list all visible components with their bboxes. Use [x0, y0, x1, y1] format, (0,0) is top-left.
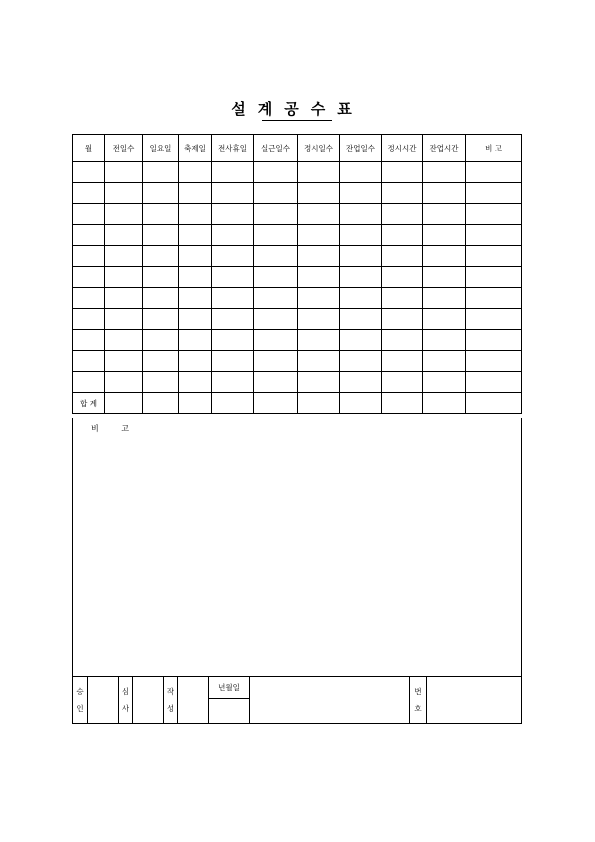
table-cell[interactable] [423, 288, 466, 309]
table-cell[interactable] [73, 372, 105, 393]
review-signature-cell[interactable] [133, 677, 164, 724]
table-cell[interactable] [298, 330, 340, 351]
table-cell[interactable] [143, 309, 179, 330]
total-cell[interactable] [466, 393, 522, 414]
table-cell[interactable] [466, 246, 522, 267]
table-cell[interactable] [382, 183, 423, 204]
number-label: 번호 [414, 687, 422, 713]
review-label-cell [119, 677, 133, 724]
table-cell[interactable] [105, 225, 143, 246]
header-regular-hours: 정시시간 [382, 135, 423, 162]
table-cell[interactable] [382, 225, 423, 246]
table-row [73, 183, 522, 204]
number-label-cell [410, 677, 427, 724]
total-cell[interactable] [423, 393, 466, 414]
header-total-days: 전일수 [105, 135, 143, 162]
table-cell[interactable] [423, 267, 466, 288]
table-cell[interactable] [179, 351, 212, 372]
table-cell[interactable] [340, 309, 382, 330]
total-cell[interactable] [212, 393, 254, 414]
table-cell[interactable] [466, 183, 522, 204]
table-cell[interactable] [179, 267, 212, 288]
table-row [73, 330, 522, 351]
table-cell[interactable] [298, 351, 340, 372]
table-cell[interactable] [179, 330, 212, 351]
remarks-area[interactable] [72, 418, 522, 676]
table-cell[interactable] [423, 162, 466, 183]
number-value-cell[interactable] [427, 677, 522, 724]
header-company-holidays: 전사휴일 [212, 135, 254, 162]
table-cell[interactable] [340, 183, 382, 204]
total-cell[interactable] [105, 393, 143, 414]
table-row [73, 225, 522, 246]
table-cell[interactable] [466, 351, 522, 372]
table-cell[interactable] [466, 267, 522, 288]
table-row [73, 288, 522, 309]
total-cell[interactable] [382, 393, 423, 414]
header-overtime-days: 잔업일수 [340, 135, 382, 162]
total-cell[interactable] [179, 393, 212, 414]
table-row [73, 162, 522, 183]
table-cell[interactable] [466, 162, 522, 183]
table-cell[interactable] [254, 330, 298, 351]
table-cell[interactable] [105, 183, 143, 204]
table-cell[interactable] [143, 246, 179, 267]
table-cell[interactable] [212, 351, 254, 372]
table-row [73, 351, 522, 372]
table-cell[interactable] [466, 372, 522, 393]
table-cell[interactable] [298, 204, 340, 225]
table-cell[interactable] [143, 372, 179, 393]
table-cell[interactable] [73, 330, 105, 351]
table-cell[interactable] [254, 309, 298, 330]
table-cell[interactable] [73, 288, 105, 309]
table-cell[interactable] [212, 246, 254, 267]
table-cell[interactable] [105, 330, 143, 351]
table-cell[interactable] [466, 330, 522, 351]
header-remarks: 비 고 [466, 135, 522, 162]
table-cell[interactable] [105, 246, 143, 267]
table-cell[interactable] [143, 288, 179, 309]
table-cell[interactable] [340, 330, 382, 351]
author-signature-cell[interactable] [178, 677, 209, 724]
table-cell[interactable] [105, 288, 143, 309]
table-cell[interactable] [298, 246, 340, 267]
author-label: 작성 [166, 687, 175, 713]
table-cell[interactable] [105, 309, 143, 330]
table-cell[interactable] [423, 225, 466, 246]
table-cell[interactable] [382, 246, 423, 267]
table-row [73, 372, 522, 393]
table-cell[interactable] [73, 246, 105, 267]
table-cell[interactable] [212, 267, 254, 288]
table-cell[interactable] [254, 246, 298, 267]
table-cell[interactable] [105, 351, 143, 372]
table-cell[interactable] [73, 183, 105, 204]
table-cell[interactable] [340, 204, 382, 225]
table-cell[interactable] [212, 309, 254, 330]
table-row [73, 267, 522, 288]
table-cell[interactable] [179, 309, 212, 330]
table-cell[interactable] [340, 225, 382, 246]
table-cell[interactable] [73, 225, 105, 246]
table-cell[interactable] [212, 288, 254, 309]
table-cell[interactable] [423, 351, 466, 372]
table-cell[interactable] [179, 372, 212, 393]
table-cell[interactable] [423, 330, 466, 351]
table-cell[interactable] [254, 225, 298, 246]
title-underline [262, 120, 332, 121]
table-row [73, 204, 522, 225]
table-cell[interactable] [254, 351, 298, 372]
total-cell[interactable] [254, 393, 298, 414]
date-entry-cell[interactable] [209, 699, 250, 724]
document-title: 설계공수표 [231, 100, 364, 118]
approve-label-cell [73, 677, 88, 724]
table-cell[interactable] [143, 204, 179, 225]
table-cell[interactable] [466, 225, 522, 246]
table-cell[interactable] [143, 330, 179, 351]
table-cell[interactable] [179, 204, 212, 225]
table-cell[interactable] [143, 225, 179, 246]
author-label-cell [164, 677, 178, 724]
total-cell[interactable] [143, 393, 179, 414]
table-cell[interactable] [73, 267, 105, 288]
table-cell[interactable] [340, 246, 382, 267]
table-cell[interactable] [466, 204, 522, 225]
table-cell[interactable] [212, 225, 254, 246]
man-hour-table [72, 134, 522, 414]
table-cell[interactable] [340, 288, 382, 309]
table-cell[interactable] [298, 183, 340, 204]
table-cell[interactable] [423, 372, 466, 393]
total-cell[interactable] [298, 393, 340, 414]
table-cell[interactable] [254, 162, 298, 183]
review-label: 심사 [121, 687, 130, 713]
remarks-label: 비 고 [91, 424, 139, 433]
table-cell[interactable] [212, 162, 254, 183]
table-cell[interactable] [143, 162, 179, 183]
table-cell[interactable] [179, 225, 212, 246]
approve-signature-cell[interactable] [88, 677, 119, 724]
table-cell[interactable] [254, 288, 298, 309]
table-cell[interactable] [105, 162, 143, 183]
table-cell[interactable] [382, 267, 423, 288]
table-cell[interactable] [254, 204, 298, 225]
table-cell[interactable] [212, 183, 254, 204]
table-cell[interactable] [340, 351, 382, 372]
approve-label: 승인 [76, 687, 84, 713]
table-cell[interactable] [73, 162, 105, 183]
header-regular-days: 정시일수 [298, 135, 340, 162]
table-cell[interactable] [298, 288, 340, 309]
table-cell[interactable] [105, 204, 143, 225]
table-cell[interactable] [105, 372, 143, 393]
total-label: 합 계 [73, 393, 105, 414]
date-value-cell[interactable] [250, 677, 410, 724]
table-cell[interactable] [382, 162, 423, 183]
table-cell[interactable] [73, 351, 105, 372]
table-cell[interactable] [298, 225, 340, 246]
table-cell[interactable] [179, 288, 212, 309]
total-cell[interactable] [340, 393, 382, 414]
table-cell[interactable] [143, 351, 179, 372]
table-cell[interactable] [212, 204, 254, 225]
table-cell[interactable] [340, 372, 382, 393]
table-cell[interactable] [73, 309, 105, 330]
table-row [73, 309, 522, 330]
table-cell[interactable] [105, 267, 143, 288]
header-month: 월 [73, 135, 105, 162]
table-cell[interactable] [466, 288, 522, 309]
total-row [73, 393, 522, 414]
table-cell[interactable] [423, 204, 466, 225]
table-cell[interactable] [73, 204, 105, 225]
signoff-table [72, 676, 522, 724]
table-cell[interactable] [340, 162, 382, 183]
table-cell[interactable] [340, 267, 382, 288]
table-cell[interactable] [212, 372, 254, 393]
table-cell[interactable] [179, 162, 212, 183]
table-cell[interactable] [254, 183, 298, 204]
table-cell[interactable] [298, 162, 340, 183]
header-actual-work-days: 실근일수 [254, 135, 298, 162]
table-cell[interactable] [423, 183, 466, 204]
table-cell[interactable] [298, 309, 340, 330]
table-cell[interactable] [382, 309, 423, 330]
header-overtime-hours: 잔업시간 [423, 135, 466, 162]
table-cell[interactable] [143, 267, 179, 288]
table-cell[interactable] [382, 204, 423, 225]
header-row [73, 135, 522, 162]
table-row [73, 246, 522, 267]
table-cell[interactable] [179, 183, 212, 204]
header-sundays: 일요일 [143, 135, 179, 162]
table-cell[interactable] [382, 330, 423, 351]
table-cell[interactable] [382, 372, 423, 393]
table-cell[interactable] [298, 372, 340, 393]
table-cell[interactable] [143, 183, 179, 204]
table-cell[interactable] [179, 246, 212, 267]
table-cell[interactable] [382, 351, 423, 372]
table-cell[interactable] [254, 372, 298, 393]
table-cell[interactable] [423, 309, 466, 330]
table-cell[interactable] [254, 267, 298, 288]
header-holidays: 축제일 [179, 135, 212, 162]
table-cell[interactable] [298, 267, 340, 288]
table-cell[interactable] [466, 309, 522, 330]
table-cell[interactable] [212, 330, 254, 351]
table-cell[interactable] [382, 288, 423, 309]
date-label: 년월일 [209, 677, 250, 699]
table-body [73, 162, 522, 393]
table-cell[interactable] [423, 246, 466, 267]
